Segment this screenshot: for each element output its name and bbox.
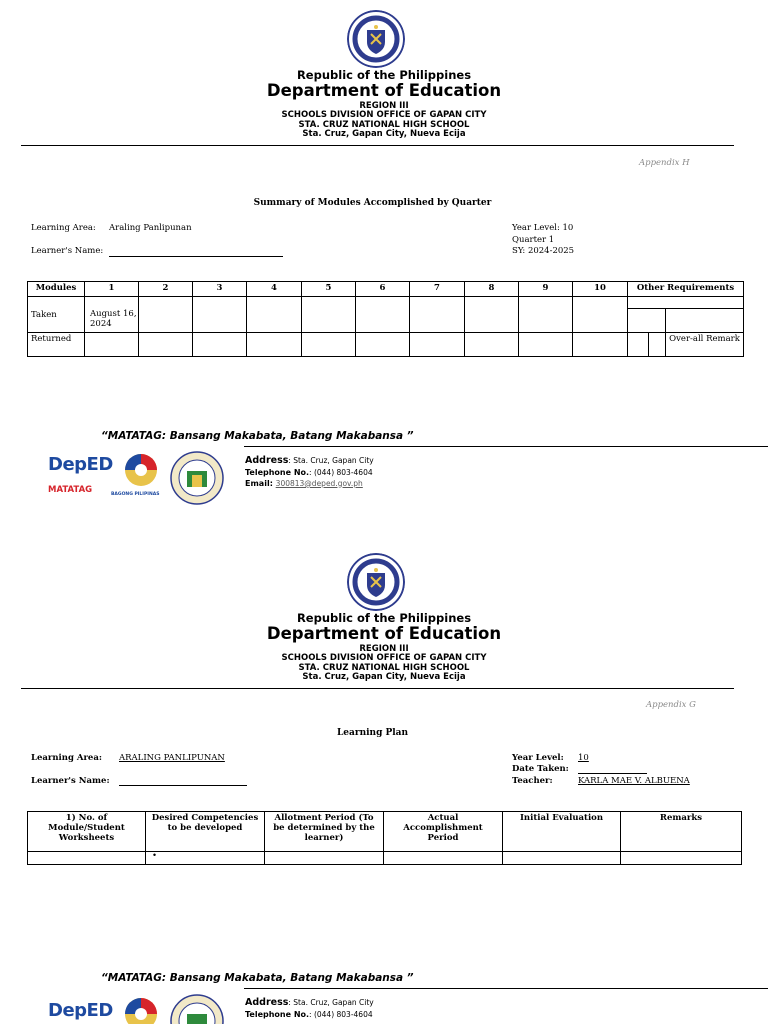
empty-cell bbox=[666, 309, 744, 333]
telephone-value: : (044) 803-4604 bbox=[309, 1009, 373, 1019]
page-title: Learning Plan bbox=[336, 728, 409, 738]
empty-cell bbox=[193, 297, 247, 333]
header-module-4: 4 bbox=[247, 282, 302, 297]
header-module-6: 6 bbox=[356, 282, 410, 297]
table-row-returned bbox=[28, 333, 744, 357]
address-value: : Sta. Cruz, Gapan City bbox=[288, 456, 374, 465]
table-subheader-row bbox=[28, 297, 744, 309]
table-header-row bbox=[28, 282, 744, 297]
footer-rule bbox=[244, 446, 768, 447]
empty-cell bbox=[247, 333, 302, 357]
empty-cell bbox=[410, 297, 465, 333]
telephone-value: : (044) 803-4604 bbox=[309, 467, 373, 477]
bullet-cell: • bbox=[146, 852, 265, 865]
header-module-count: 1) No. of Module/Student Worksheets bbox=[28, 812, 146, 852]
year-level-label: Year Level: bbox=[512, 753, 564, 763]
header-module-2: 2 bbox=[139, 282, 193, 297]
division-text: SCHOOLS DIVISION OFFICE OF GAPAN CITY bbox=[281, 653, 487, 664]
empty-cell bbox=[649, 333, 666, 357]
empty-cell bbox=[384, 852, 503, 865]
empty-cell bbox=[519, 333, 573, 357]
contact-block: Address: Sta. Cruz, Gapan City Telephone No.: (044) 803-4604 Email: 300813@deped.gov.ph bbox=[245, 455, 374, 488]
page-title: Summary of Modules Accomplished by Quarter bbox=[253, 198, 492, 208]
empty-cell bbox=[465, 297, 519, 333]
contact-block bbox=[245, 997, 374, 1021]
matatag-logo-text: MATATAG bbox=[48, 485, 93, 495]
motto-text: “MATATAG: Bansang Makabata, Batang Makabansa ” bbox=[101, 430, 414, 442]
empty-cell bbox=[410, 333, 465, 357]
address-label: Address bbox=[245, 455, 289, 466]
learning-area-value: ARALING PANLIPUNAN bbox=[119, 753, 225, 763]
letterhead bbox=[0, 612, 768, 682]
empty-cell bbox=[628, 309, 666, 333]
empty-cell bbox=[621, 852, 742, 865]
date-taken-field[interactable] bbox=[578, 773, 647, 774]
school-year-text: SY: 2024-2025 bbox=[512, 246, 575, 256]
email-label: Email bbox=[245, 478, 270, 488]
appendix-label: Appendix H bbox=[639, 158, 690, 168]
year-level-value: 10 bbox=[578, 753, 589, 763]
school-seal-icon bbox=[170, 451, 224, 505]
table-row bbox=[28, 852, 742, 865]
empty-cell bbox=[247, 297, 302, 333]
department-text: Department of Education bbox=[266, 624, 502, 644]
telephone-label: Telephone No. bbox=[245, 467, 310, 477]
learning-area-label: Learning Area: bbox=[31, 753, 102, 763]
empty-cell bbox=[139, 297, 193, 333]
header-remarks: Remarks bbox=[621, 812, 742, 852]
empty-cell bbox=[139, 333, 193, 357]
empty-cell bbox=[356, 297, 410, 333]
header-module-1: 1 bbox=[85, 282, 139, 297]
empty-cell bbox=[28, 852, 146, 865]
header-module-8: 8 bbox=[465, 282, 519, 297]
empty-cell bbox=[193, 333, 247, 357]
motto-text: “MATATAG: Bansang Makabata, Batang Makabansa ” bbox=[101, 972, 414, 984]
learner-name-label: Learner's Name: bbox=[31, 776, 110, 786]
school-text: STA. CRUZ NATIONAL HIGH SCHOOL bbox=[298, 119, 470, 130]
appendix-label: Appendix G bbox=[646, 700, 696, 710]
header-initial-evaluation: Initial Evaluation bbox=[503, 812, 621, 852]
teacher-label: Teacher: bbox=[512, 776, 553, 786]
location-text: Sta. Cruz, Gapan City, Nueva Ecija bbox=[302, 128, 466, 139]
empty-cell bbox=[573, 333, 628, 357]
learner-name-field[interactable] bbox=[119, 785, 247, 786]
empty-cell bbox=[628, 297, 744, 309]
header-module-10: 10 bbox=[573, 282, 628, 297]
taken-label: Taken bbox=[31, 310, 57, 320]
deped-logo-text: DepED bbox=[48, 1000, 113, 1021]
bagong-pilipinas-icon bbox=[116, 452, 166, 492]
school-text: STA. CRUZ NATIONAL HIGH SCHOOL bbox=[298, 662, 470, 673]
date-taken-label: Date Taken: bbox=[512, 764, 569, 774]
header-competencies: Desired Competencies to be developed bbox=[146, 812, 265, 852]
region-text: REGION III bbox=[359, 644, 409, 655]
header-rule bbox=[21, 688, 734, 689]
taken-date: August 16, 2024 bbox=[90, 309, 137, 330]
deped-logo-text: DepED bbox=[48, 454, 113, 475]
header-module-5: 5 bbox=[302, 282, 356, 297]
footer-rule bbox=[244, 988, 768, 989]
empty-cell bbox=[465, 333, 519, 357]
division-text: SCHOOLS DIVISION OFFICE OF GAPAN CITY bbox=[281, 110, 487, 121]
school-seal-icon bbox=[170, 994, 224, 1024]
empty-cell bbox=[302, 297, 356, 333]
teacher-value: KARLA MAE V. ALBUENA bbox=[578, 776, 690, 786]
header-module-3: 3 bbox=[193, 282, 247, 297]
learning-plan-table bbox=[27, 811, 742, 865]
empty-cell bbox=[573, 297, 628, 333]
empty-cell bbox=[265, 852, 384, 865]
republic-text: Republic of the Philippines bbox=[296, 68, 472, 82]
address-label: Address bbox=[245, 997, 289, 1008]
header-actual-accomplishment: Actual Accomplishment Period bbox=[384, 812, 503, 852]
letterhead bbox=[0, 69, 768, 139]
year-level-text: Year Level: 10 bbox=[512, 223, 574, 233]
email-link[interactable]: 300813@deped.gov.ph bbox=[275, 478, 363, 488]
empty-cell bbox=[519, 297, 573, 333]
header-module-7: 7 bbox=[410, 282, 465, 297]
header-modules: Modules bbox=[28, 282, 85, 297]
bagong-pilipinas-text: BAGONG PILIPINAS bbox=[111, 492, 160, 497]
learning-area-label: Learning Area: bbox=[31, 223, 96, 233]
header-rule bbox=[21, 145, 734, 146]
department-text: Department of Education bbox=[266, 81, 502, 101]
overall-remark-cell: Over-all Remark bbox=[666, 333, 744, 357]
deped-seal-icon bbox=[347, 553, 405, 611]
empty-cell bbox=[85, 333, 139, 357]
empty-cell bbox=[628, 333, 649, 357]
empty-cell bbox=[356, 333, 410, 357]
returned-label: Returned bbox=[28, 333, 85, 357]
deped-seal-icon bbox=[347, 10, 405, 68]
republic-text: Republic of the Philippines bbox=[296, 611, 472, 625]
region-text: REGION III bbox=[359, 101, 409, 112]
header-module-9: 9 bbox=[519, 282, 573, 297]
learner-name-field[interactable] bbox=[109, 256, 283, 257]
empty-cell bbox=[302, 333, 356, 357]
address-value: : Sta. Cruz, Gapan City bbox=[288, 998, 374, 1007]
quarter-text: Quarter 1 bbox=[512, 235, 555, 245]
bagong-pilipinas-icon bbox=[116, 996, 166, 1024]
header-other-requirements: Other Requirements bbox=[628, 282, 744, 297]
header-allotment-period: Allotment Period (To be determined by the learner) bbox=[265, 812, 384, 852]
learning-area-value: Araling Panlipunan bbox=[109, 223, 192, 233]
empty-cell bbox=[503, 852, 621, 865]
telephone-label: Telephone No. bbox=[245, 1009, 310, 1019]
location-text: Sta. Cruz, Gapan City, Nueva Ecija bbox=[302, 671, 466, 682]
learner-name-label: Learner's Name: bbox=[31, 246, 104, 256]
table-header-row bbox=[28, 812, 742, 852]
